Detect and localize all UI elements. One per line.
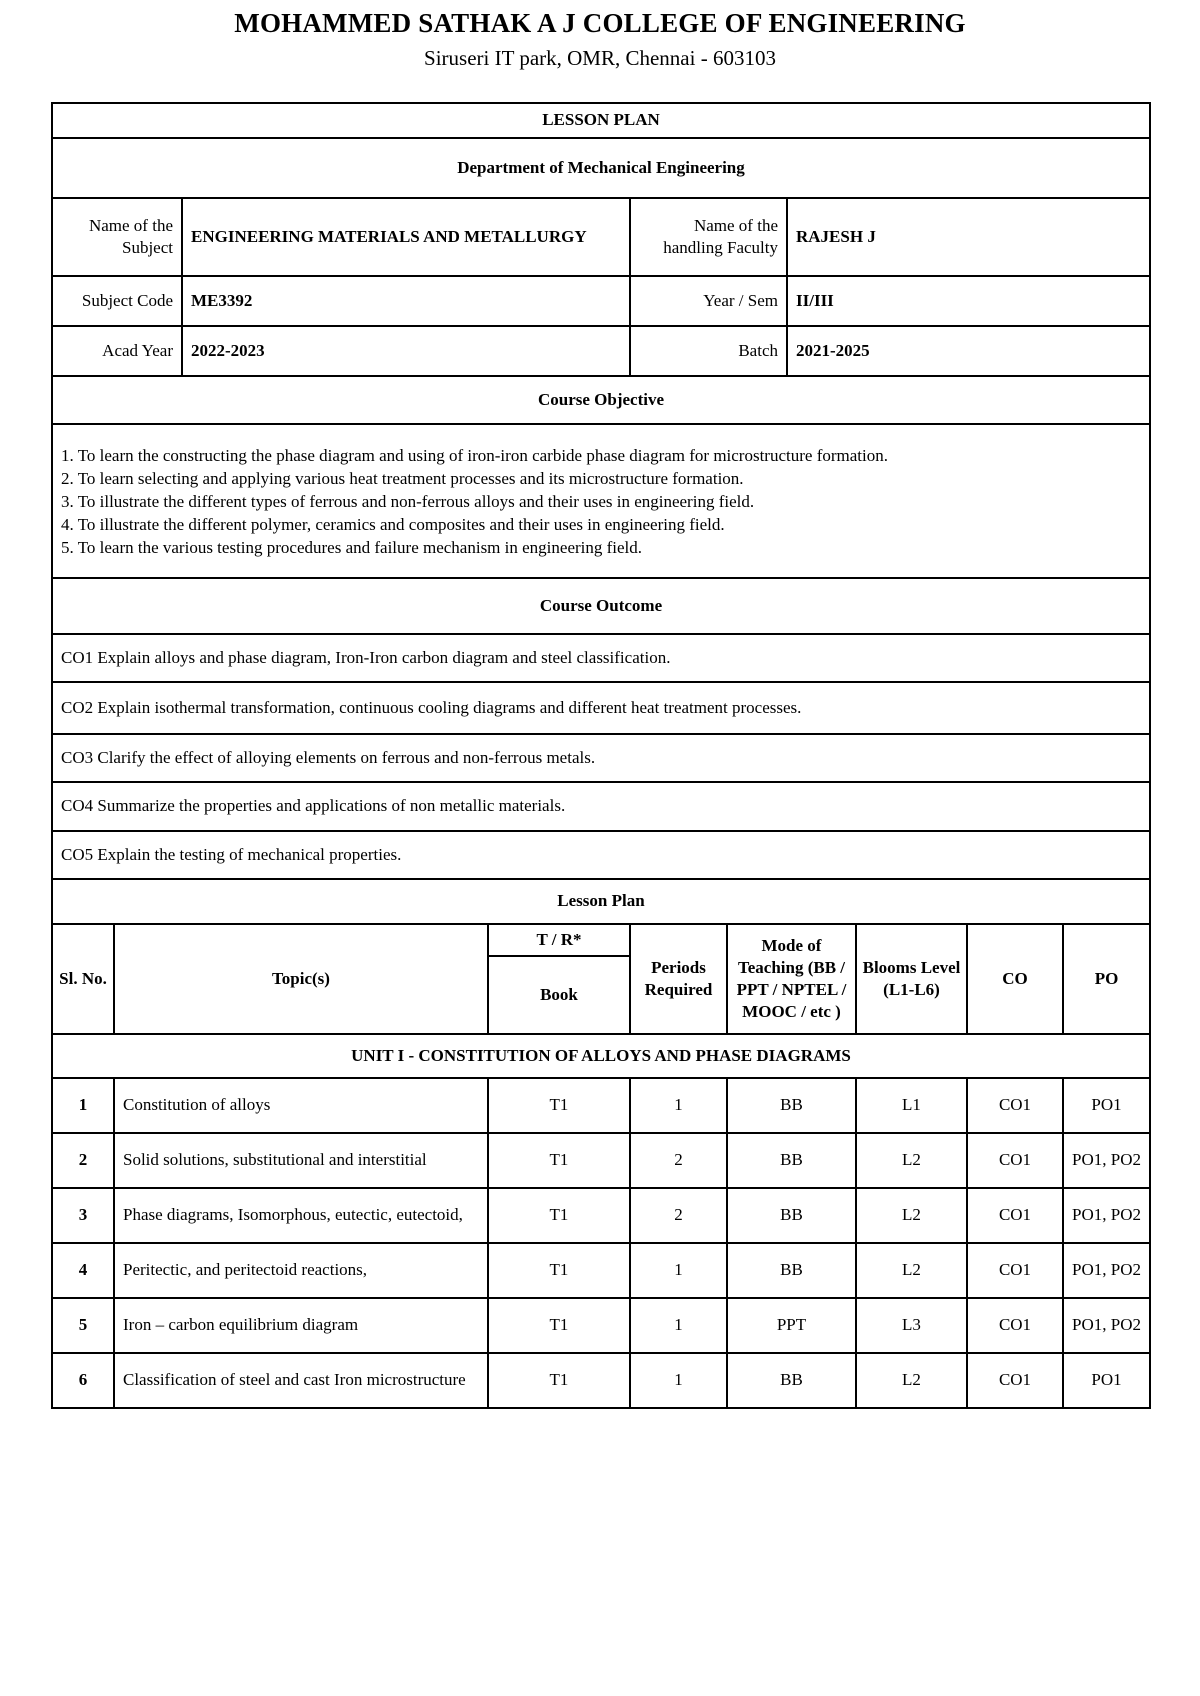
department-name: Department of Mechanical Engineering [52, 138, 1150, 198]
lesson-plan-heading: Lesson Plan [52, 879, 1150, 924]
row-po: PO1, PO2 [1063, 1298, 1150, 1353]
objective-item: 5. To learn the various testing procedures and failure mechanism in engineering field. [61, 537, 643, 557]
table-row [52, 1133, 1150, 1188]
row-topic: Solid solutions, substitutional and interstitial [114, 1133, 488, 1188]
col-co: CO [967, 924, 1063, 1034]
row-topic: Phase diagrams, Isomorphous, eutectic, eutectoid, [114, 1188, 488, 1243]
row-periods: 1 [630, 1353, 727, 1408]
row-co: CO1 [967, 1188, 1063, 1243]
outcome-item: CO1 Explain alloys and phase diagram, Iron-Iron carbon diagram and steel classification. [52, 634, 1150, 682]
col-topics: Topic(s) [114, 924, 488, 1034]
year-sem-label: Year / Sem [630, 276, 787, 326]
table-row [52, 1243, 1150, 1298]
faculty-label: Name of the handling Faculty [630, 198, 787, 276]
acad-year-value: 2022-2023 [182, 326, 630, 376]
table-row [52, 1078, 1150, 1133]
subject-code-label: Subject Code [52, 276, 182, 326]
objective-item: 3. To illustrate the different types of ferrous and non-ferrous alloys and their uses in engineering field. [61, 491, 755, 511]
row-blooms: L2 [856, 1353, 967, 1408]
acad-year-label: Acad Year [52, 326, 182, 376]
row-sl: 3 [52, 1188, 114, 1243]
row-blooms: L1 [856, 1078, 967, 1133]
objective-item: 1. To learn the constructing the phase diagram and using of iron-iron carbide phase diagram for microstructure formation. [61, 445, 888, 465]
row-mode: BB [727, 1078, 856, 1133]
row-mode: BB [727, 1353, 856, 1408]
row-book: T1 [488, 1078, 630, 1133]
row-topic: Iron – carbon equilibrium diagram [114, 1298, 488, 1353]
table-row [52, 1188, 1150, 1243]
row-book: T1 [488, 1353, 630, 1408]
row-sl: 1 [52, 1078, 114, 1133]
row-co: CO1 [967, 1133, 1063, 1188]
row-co: CO1 [967, 1078, 1063, 1133]
row-periods: 2 [630, 1188, 727, 1243]
row-book: T1 [488, 1243, 630, 1298]
unit-title: UNIT I - CONSTITUTION OF ALLOYS AND PHASE DIAGRAMS [52, 1034, 1150, 1078]
col-po: PO [1063, 924, 1150, 1034]
col-book: Book [488, 956, 630, 1034]
col-tr: T / R* [488, 924, 630, 956]
row-co: CO1 [967, 1298, 1063, 1353]
row-periods: 1 [630, 1078, 727, 1133]
row-co: CO1 [967, 1243, 1063, 1298]
row-topic: Constitution of alloys [114, 1078, 488, 1133]
college-address: Siruseri IT park, OMR, Chennai - 603103 [424, 46, 776, 70]
row-mode: BB [727, 1243, 856, 1298]
col-sl-no: Sl. No. [52, 924, 114, 1034]
row-topic: Classification of steel and cast Iron microstructure [114, 1353, 488, 1408]
row-periods: 1 [630, 1298, 727, 1353]
row-mode: BB [727, 1133, 856, 1188]
row-mode: BB [727, 1188, 856, 1243]
lesson-plan-title: LESSON PLAN [52, 103, 1150, 138]
outcome-item: CO3 Clarify the effect of alloying elements on ferrous and non-ferrous metals. [52, 734, 1150, 782]
row-blooms: L2 [856, 1133, 967, 1188]
col-mode: Mode of Teaching (BB / PPT / NPTEL / MOOC / etc ) [727, 924, 856, 1034]
row-topic: Peritectic, and peritectoid reactions, [114, 1243, 488, 1298]
outcome-item: CO5 Explain the testing of mechanical properties. [52, 831, 1150, 879]
row-po: PO1, PO2 [1063, 1133, 1150, 1188]
objective-item: 2. To learn selecting and applying various heat treatment processes and its microstructure formation. [61, 468, 744, 488]
lesson-plan-table [51, 102, 1151, 1409]
table-row [52, 1298, 1150, 1353]
row-po: PO1, PO2 [1063, 1243, 1150, 1298]
outcome-item: CO2 Explain isothermal transformation, continuous cooling diagrams and different heat treatment processes. [52, 682, 1150, 734]
subject-code-value: ME3392 [182, 276, 630, 326]
row-sl: 2 [52, 1133, 114, 1188]
col-blooms: Blooms Level (L1-L6) [856, 924, 967, 1034]
course-outcome-heading: Course Outcome [52, 578, 1150, 634]
row-po: PO1, PO2 [1063, 1188, 1150, 1243]
row-sl: 5 [52, 1298, 114, 1353]
table-row [52, 1353, 1150, 1408]
batch-label: Batch [630, 326, 787, 376]
row-book: T1 [488, 1188, 630, 1243]
row-blooms: L3 [856, 1298, 967, 1353]
row-book: T1 [488, 1133, 630, 1188]
row-po: PO1 [1063, 1078, 1150, 1133]
year-sem-value: II/III [787, 276, 1150, 326]
faculty-value: RAJESH J [787, 198, 1150, 276]
objective-item: 4. To illustrate the different polymer, ceramics and composites and their uses in engineering field. [61, 514, 725, 534]
row-book: T1 [488, 1298, 630, 1353]
row-co: CO1 [967, 1353, 1063, 1408]
row-blooms: L2 [856, 1188, 967, 1243]
college-name: MOHAMMED SATHAK A J COLLEGE OF ENGINEERING [234, 8, 966, 38]
subject-name-label: Name of the Subject [52, 198, 182, 276]
row-po: PO1 [1063, 1353, 1150, 1408]
course-objective-heading: Course Objective [52, 376, 1150, 424]
row-sl: 6 [52, 1353, 114, 1408]
row-mode: PPT [727, 1298, 856, 1353]
course-objective-list [52, 424, 1150, 578]
subject-name-value: ENGINEERING MATERIALS AND METALLURGY [182, 198, 630, 276]
row-periods: 2 [630, 1133, 727, 1188]
col-periods: Periods Required [630, 924, 727, 1034]
row-blooms: L2 [856, 1243, 967, 1298]
row-sl: 4 [52, 1243, 114, 1298]
outcome-item: CO4 Summarize the properties and applications of non metallic materials. [52, 782, 1150, 831]
row-periods: 1 [630, 1243, 727, 1298]
batch-value: 2021-2025 [787, 326, 1150, 376]
